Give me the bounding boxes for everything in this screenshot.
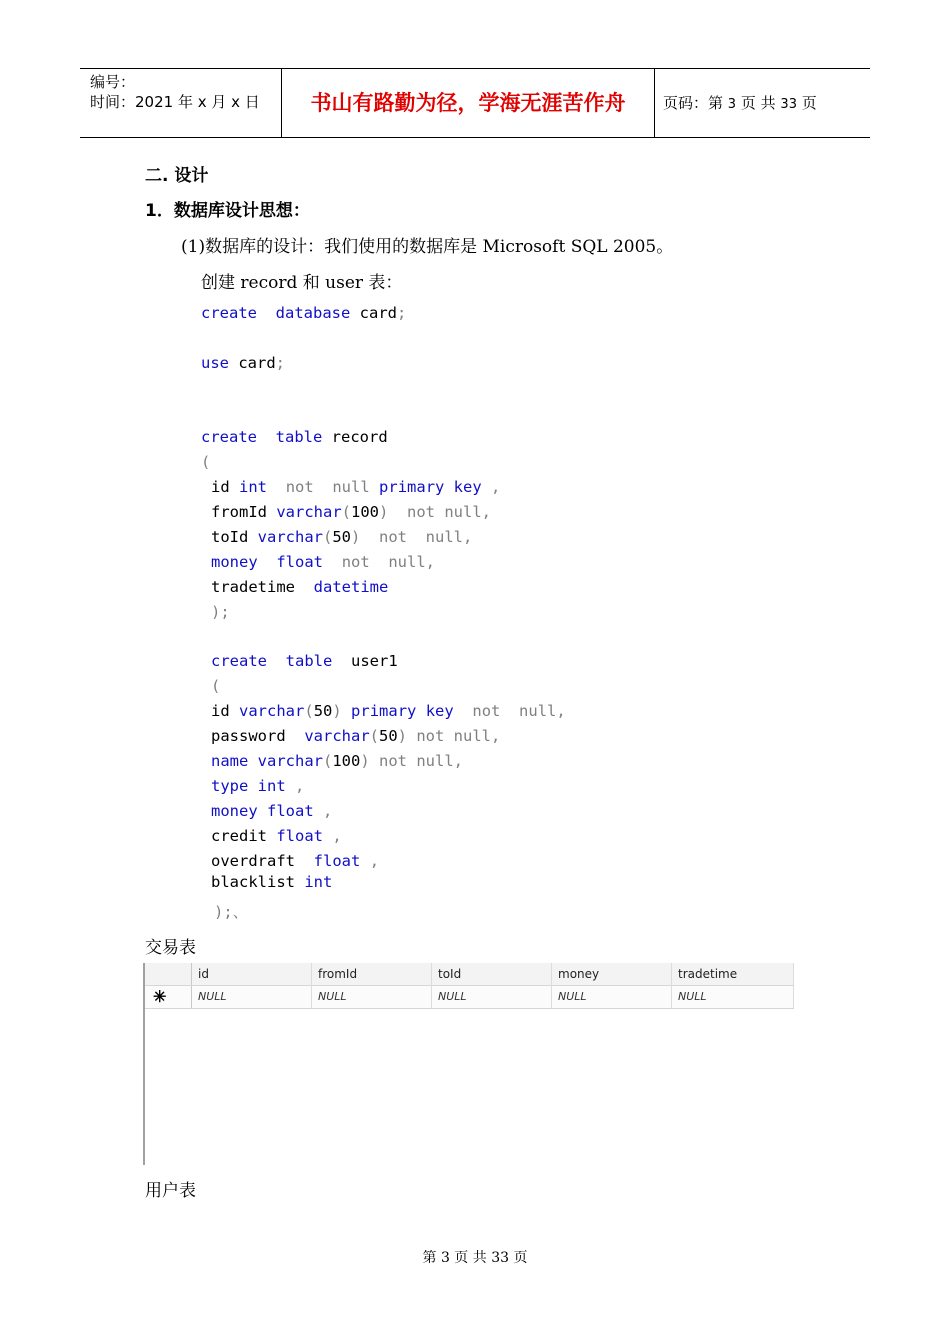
code-gray: not null bbox=[285, 478, 370, 496]
header-page-suffix: 页 bbox=[801, 94, 817, 112]
table2-caption: 用户表 bbox=[145, 1181, 196, 1201]
code-punct: ( bbox=[323, 752, 333, 770]
grid-cell[interactable]: NULL bbox=[432, 986, 552, 1008]
code-identifier: fromId bbox=[211, 503, 267, 521]
code-line bbox=[211, 751, 463, 771]
code-gray: ) not null, bbox=[397, 727, 501, 745]
code-identifier: record bbox=[322, 428, 388, 446]
code-identifier: password bbox=[211, 727, 286, 745]
table-row[interactable] bbox=[145, 986, 794, 1009]
code-punct: ( bbox=[323, 528, 333, 546]
paragraph-database-design: (1)数据库的设计：我们使用的数据库是 Microsoft SQL 2005。 bbox=[181, 237, 674, 257]
code-keyword: create bbox=[201, 428, 257, 446]
code-identifier: blacklist bbox=[211, 873, 295, 891]
code-keyword: varchar bbox=[276, 503, 342, 521]
code-line bbox=[211, 826, 342, 846]
code-line bbox=[201, 303, 406, 323]
code-identifier: overdraft bbox=[211, 852, 295, 870]
new-row-icon: ✳ bbox=[153, 987, 167, 1006]
header-page-prefix: 页码：第 bbox=[663, 94, 724, 112]
code-line bbox=[211, 701, 566, 721]
data-grid bbox=[143, 963, 794, 1165]
header-date-label: 时间：2021 年 x 月 x 日 bbox=[90, 93, 260, 111]
code-keyword: int bbox=[239, 478, 268, 496]
code-line bbox=[211, 527, 472, 547]
code-keyword: table bbox=[275, 428, 323, 446]
grid-cell[interactable]: NULL bbox=[312, 986, 432, 1008]
code-number: 50 bbox=[379, 727, 398, 745]
code-gray: ) not null, bbox=[360, 752, 463, 770]
code-number: 50 bbox=[332, 528, 352, 546]
code-identifier: user1 bbox=[351, 652, 398, 670]
code-keyword: money bbox=[211, 553, 258, 571]
code-identifier: tradetime bbox=[211, 578, 295, 596]
code-identifier: card bbox=[229, 354, 276, 372]
section-title: 二. 设计 bbox=[145, 166, 209, 186]
code-gray: ) not null, bbox=[351, 528, 473, 546]
code-line: );、 bbox=[214, 903, 249, 921]
column-header[interactable]: id bbox=[192, 963, 312, 985]
code-keyword: int bbox=[257, 777, 286, 795]
header-page-current: 3 bbox=[727, 97, 737, 112]
table1-caption: 交易表 bbox=[145, 938, 196, 958]
code-line: ); bbox=[211, 603, 230, 621]
column-header[interactable]: fromId bbox=[312, 963, 432, 985]
code-line bbox=[211, 851, 379, 871]
row-selector-header[interactable] bbox=[145, 963, 192, 985]
code-punct: ( bbox=[341, 503, 352, 521]
header-divider bbox=[654, 69, 655, 137]
page-footer: 第 3 页 共 33 页 bbox=[422, 1250, 528, 1266]
grid-cell[interactable]: NULL bbox=[192, 986, 312, 1008]
code-line bbox=[211, 477, 500, 497]
code-punct: ; bbox=[397, 304, 407, 322]
grid-header-row bbox=[145, 963, 794, 986]
code-punct: ( bbox=[304, 702, 314, 720]
paragraph-create-tables: 创建 record 和 user 表： bbox=[201, 273, 403, 293]
code-identifier: toId bbox=[211, 528, 249, 546]
row-selector[interactable] bbox=[145, 986, 192, 1008]
code-keyword: varchar bbox=[257, 752, 323, 770]
code-keyword: datetime bbox=[313, 578, 389, 596]
code-keyword: varchar bbox=[257, 528, 323, 546]
code-keyword: database bbox=[275, 304, 351, 322]
code-punct: , bbox=[332, 827, 342, 845]
code-keyword: create bbox=[201, 304, 257, 322]
code-line bbox=[211, 801, 332, 821]
code-gray: not null, bbox=[341, 553, 436, 571]
code-line bbox=[211, 726, 500, 746]
header-number-label: 编号： bbox=[90, 73, 136, 91]
code-gray: not null, bbox=[472, 702, 566, 720]
column-header[interactable]: money bbox=[552, 963, 672, 985]
code-keyword: int bbox=[304, 873, 333, 891]
code-line bbox=[211, 502, 491, 522]
code-line bbox=[211, 651, 398, 671]
code-keyword: float bbox=[276, 827, 324, 845]
code-identifier: id bbox=[211, 702, 230, 720]
header-page-info bbox=[663, 69, 817, 137]
grid-cell[interactable]: NULL bbox=[672, 986, 794, 1008]
code-keyword: primary key bbox=[351, 702, 454, 720]
code-line bbox=[201, 353, 285, 373]
subsection-title: 1．数据库设计思想： bbox=[145, 201, 310, 221]
code-keyword: money bbox=[211, 802, 258, 820]
code-keyword: name bbox=[211, 752, 249, 770]
header-meta bbox=[90, 72, 260, 112]
code-number: 100 bbox=[351, 503, 380, 521]
code-line bbox=[211, 776, 304, 796]
header-page-mid: 页 共 bbox=[740, 94, 776, 112]
code-keyword: float bbox=[267, 802, 314, 820]
code-punct: ) bbox=[332, 702, 342, 720]
code-line: ( bbox=[211, 677, 221, 695]
code-punct: , bbox=[369, 852, 380, 870]
code-punct: , bbox=[323, 802, 333, 820]
code-identifier: id bbox=[211, 478, 230, 496]
code-keyword: float bbox=[276, 553, 324, 571]
code-line bbox=[211, 577, 388, 597]
code-identifier: credit bbox=[211, 827, 267, 845]
code-number: 100 bbox=[332, 752, 361, 770]
code-keyword: table bbox=[285, 652, 333, 670]
code-keyword: create bbox=[211, 652, 267, 670]
code-keyword: type bbox=[211, 777, 249, 795]
column-header[interactable]: tradetime bbox=[672, 963, 794, 985]
header-page-total: 33 bbox=[780, 97, 797, 112]
code-punct: , bbox=[295, 777, 305, 795]
code-identifier: card bbox=[350, 304, 397, 322]
code-gray: ) not null, bbox=[379, 503, 491, 521]
code-keyword: use bbox=[201, 354, 229, 372]
code-punct: ; bbox=[275, 354, 286, 372]
code-punct: ( bbox=[369, 727, 379, 745]
code-keyword: varchar bbox=[304, 727, 370, 745]
code-keyword: primary key bbox=[379, 478, 482, 496]
code-keyword: float bbox=[313, 852, 361, 870]
code-punct: , bbox=[491, 478, 501, 496]
code-line bbox=[211, 552, 435, 572]
code-line: ( bbox=[201, 453, 211, 471]
column-header[interactable]: toId bbox=[432, 963, 552, 985]
grid-cell[interactable]: NULL bbox=[552, 986, 672, 1008]
code-line bbox=[201, 427, 388, 447]
code-line bbox=[211, 872, 332, 892]
page-header bbox=[80, 68, 870, 138]
code-number: 50 bbox=[313, 702, 333, 720]
header-motto: 书山有路勤为径，学海无涯苦作舟 bbox=[310, 91, 626, 115]
code-keyword: varchar bbox=[239, 702, 305, 720]
